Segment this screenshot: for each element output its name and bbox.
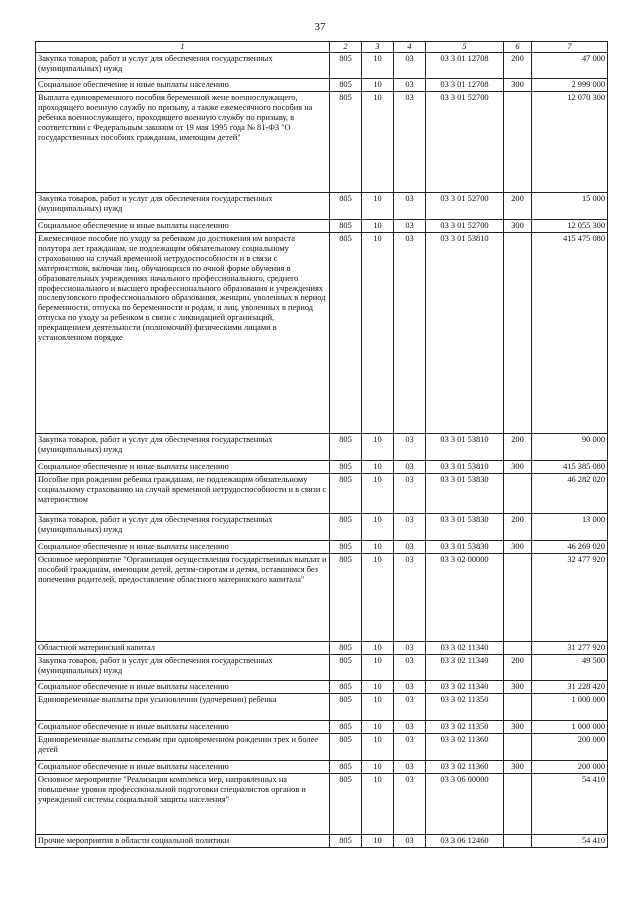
cell-section: 10 [362,694,394,721]
table-row [36,734,608,761]
cell-amount: 49 500 [532,655,608,681]
cell-admin-code: 805 [330,220,362,233]
cell-section: 10 [362,233,394,434]
cell-expense-type: 200 [504,53,532,79]
table-row [36,681,608,694]
cell-name: Социальное обеспечение и иные выплаты населению [36,461,330,474]
table-row [36,220,608,233]
table-row [36,434,608,461]
table-row [36,835,608,848]
cell-admin-code: 805 [330,734,362,761]
cell-target-article: 03 3 01 52700 [426,220,504,233]
cell-subsection: 03 [394,53,426,79]
cell-target-article: 03 3 02 11360 [426,734,504,761]
table-row [36,554,608,642]
cell-target-article: 03 3 02 11340 [426,642,504,655]
cell-amount: 31 277 920 [532,642,608,655]
cell-amount: 12 055 300 [532,220,608,233]
cell-admin-code: 805 [330,514,362,541]
cell-expense-type [504,642,532,655]
cell-name: Прочие мероприятия в области социальной политики [36,835,330,848]
cell-admin-code: 805 [330,694,362,721]
cell-name: Основное мероприятие "Реализация комплекса мер, направленных на повышение уровня профессиональной подготовки специалистов органов и учреждений системы социальной защиты населения" [36,774,330,835]
cell-subsection: 03 [394,434,426,461]
cell-section: 10 [362,554,394,642]
cell-admin-code: 805 [330,774,362,835]
cell-section: 10 [362,92,394,193]
header-row [36,42,608,53]
cell-target-article: 03 3 06 00000 [426,774,504,835]
cell-section: 10 [362,461,394,474]
cell-target-article: 03 3 02 11360 [426,761,504,774]
table-row [36,774,608,835]
cell-expense-type: 200 [504,655,532,681]
cell-subsection: 03 [394,541,426,554]
cell-section: 10 [362,474,394,514]
table-row [36,474,608,514]
cell-amount: 12 070 300 [532,92,608,193]
cell-admin-code: 805 [330,642,362,655]
cell-subsection: 03 [394,193,426,220]
cell-amount: 1 000 000 [532,694,608,721]
cell-subsection: 03 [394,461,426,474]
cell-amount: 200 000 [532,761,608,774]
cell-amount: 415 385 080 [532,461,608,474]
cell-expense-type [504,92,532,193]
cell-section: 10 [362,193,394,220]
table-body [36,53,608,848]
cell-expense-type: 300 [504,541,532,554]
table-row [36,694,608,721]
cell-expense-type: 300 [504,721,532,734]
cell-admin-code: 805 [330,835,362,848]
cell-amount: 90 000 [532,434,608,461]
cell-subsection: 03 [394,761,426,774]
cell-expense-type: 300 [504,79,532,92]
cell-amount: 2 999 000 [532,79,608,92]
cell-amount: 54 410 [532,835,608,848]
cell-amount: 47 000 [532,53,608,79]
cell-expense-type [504,694,532,721]
cell-admin-code: 805 [330,79,362,92]
cell-admin-code: 805 [330,474,362,514]
cell-subsection: 03 [394,220,426,233]
cell-admin-code: 805 [330,721,362,734]
cell-expense-type: 300 [504,761,532,774]
cell-name: Закупка товаров, работ и услуг для обеспечения государственных (муниципальных) нужд [36,655,330,681]
cell-section: 10 [362,721,394,734]
cell-subsection: 03 [394,734,426,761]
cell-name: Ежемесячное пособие по уходу за ребенком до достижения им возраста полутора лет гражданам, не подлежащим обязательному социальному страхованию на случай временной нетрудоспособности и в связи с материнством, включая лиц, обучающихся по очной форме обучения в образовательных учреждениях начального профессионального, среднего профессионального и высшего профессионального образования и учреждениях послевузовского профессионального образования, женщин, уволенных в период беременности, отпуска по беременности и родам, и лиц, уволенных в период отпуска по уходу за ребенком в связи с ликвидацией организаций, прекращением деятельности (полномочий) физическими лицами в установленном порядке [36,233,330,434]
cell-subsection: 03 [394,92,426,193]
cell-name: Областной материнский капитал [36,642,330,655]
cell-subsection: 03 [394,554,426,642]
cell-section: 10 [362,734,394,761]
cell-amount: 415 475 080 [532,233,608,434]
cell-section: 10 [362,53,394,79]
cell-name: Социальное обеспечение и иные выплаты населению [36,681,330,694]
cell-target-article: 03 3 01 53810 [426,434,504,461]
cell-amount: 31 228 420 [532,681,608,694]
header-col-amount: 7 [532,42,608,53]
cell-expense-type: 300 [504,461,532,474]
cell-name: Выплата единовременного пособия беременной жене военнослужащего, проходящего военную службу по призыву, а также ежемесячного пособия на ребенка военнослужащего, проходящего военную службу по призыву, в соответствии с Федеральным законом от 19 мая 1995 года № 81-ФЗ "О государственных пособиях гражданам, имеющим детей" [36,92,330,193]
cell-expense-type: 200 [504,434,532,461]
cell-amount: 32 477 920 [532,554,608,642]
cell-name: Пособие при рождении ребенка гражданам, не подлежащим обязательному социальному страхованию на случай временной нетрудоспособности и в связи с материнством [36,474,330,514]
header-col-name: 1 [36,42,330,53]
cell-target-article: 03 3 01 53810 [426,461,504,474]
header-col-subsection: 4 [394,42,426,53]
page-number: 37 [314,21,326,33]
cell-subsection: 03 [394,835,426,848]
cell-amount: 200 000 [532,734,608,761]
cell-section: 10 [362,774,394,835]
cell-name: Закупка товаров, работ и услуг для обеспечения государственных (муниципальных) нужд [36,514,330,541]
cell-name: Социальное обеспечение и иные выплаты населению [36,79,330,92]
cell-subsection: 03 [394,514,426,541]
cell-subsection: 03 [394,774,426,835]
cell-target-article: 03 3 01 53830 [426,474,504,514]
cell-target-article: 03 3 02 11350 [426,694,504,721]
cell-admin-code: 805 [330,655,362,681]
budget-table [35,41,608,848]
table-row [36,541,608,554]
cell-admin-code: 805 [330,434,362,461]
cell-subsection: 03 [394,721,426,734]
cell-target-article: 03 3 02 11350 [426,721,504,734]
cell-amount: 1 000 000 [532,721,608,734]
cell-section: 10 [362,220,394,233]
header-col-target-article: 5 [426,42,504,53]
cell-section: 10 [362,761,394,774]
header-col-section: 3 [362,42,394,53]
cell-name: Основное мероприятие "Организация осуществления государственных выплат и пособий гражданам, имеющим детей, детям-сиротам и детям, оставшимся без попечения родителей, предоставление областного материнского капитала" [36,554,330,642]
cell-expense-type: 200 [504,514,532,541]
cell-name: Закупка товаров, работ и услуг для обеспечения государственных (муниципальных) нужд [36,53,330,79]
cell-target-article: 03 3 01 53830 [426,541,504,554]
cell-subsection: 03 [394,681,426,694]
cell-section: 10 [362,642,394,655]
cell-admin-code: 805 [330,461,362,474]
cell-subsection: 03 [394,233,426,434]
cell-name: Закупка товаров, работ и услуг для обеспечения государственных (муниципальных) нужд [36,434,330,461]
cell-subsection: 03 [394,642,426,655]
cell-name: Социальное обеспечение и иные выплаты населению [36,541,330,554]
cell-amount: 46 282 020 [532,474,608,514]
cell-subsection: 03 [394,474,426,514]
table-row [36,461,608,474]
table-row [36,761,608,774]
cell-target-article: 03 3 01 53810 [426,233,504,434]
cell-expense-type [504,554,532,642]
cell-amount: 13 000 [532,514,608,541]
cell-expense-type: 300 [504,681,532,694]
cell-target-article: 03 3 01 12708 [426,53,504,79]
cell-admin-code: 805 [330,53,362,79]
cell-subsection: 03 [394,79,426,92]
cell-target-article: 03 3 02 11340 [426,681,504,694]
cell-section: 10 [362,541,394,554]
cell-subsection: 03 [394,694,426,721]
cell-name: Социальное обеспечение и иные выплаты населению [36,721,330,734]
table-row [36,92,608,193]
cell-admin-code: 805 [330,554,362,642]
cell-target-article: 03 3 01 52700 [426,92,504,193]
cell-name: Социальное обеспечение и иные выплаты населению [36,761,330,774]
table-row [36,642,608,655]
cell-amount: 46 269 020 [532,541,608,554]
cell-section: 10 [362,835,394,848]
cell-name: Единовременные выплаты семьям при одновременном рождении трех и более детей [36,734,330,761]
cell-target-article: 03 3 06 12460 [426,835,504,848]
cell-target-article: 03 3 01 12708 [426,79,504,92]
cell-admin-code: 805 [330,761,362,774]
cell-expense-type: 200 [504,193,532,220]
cell-target-article: 03 3 02 11340 [426,655,504,681]
cell-amount: 54 410 [532,774,608,835]
cell-expense-type [504,233,532,434]
table-row [36,53,608,79]
header-col-expense-type: 6 [504,42,532,53]
table-row [36,193,608,220]
cell-target-article: 03 3 02 00000 [426,554,504,642]
cell-expense-type: 300 [504,220,532,233]
cell-subsection: 03 [394,655,426,681]
cell-admin-code: 805 [330,193,362,220]
cell-expense-type [504,835,532,848]
cell-admin-code: 805 [330,233,362,434]
table-row [36,79,608,92]
cell-target-article: 03 3 01 52700 [426,193,504,220]
cell-admin-code: 805 [330,681,362,694]
cell-section: 10 [362,655,394,681]
cell-amount: 15 000 [532,193,608,220]
cell-expense-type [504,734,532,761]
cell-admin-code: 805 [330,541,362,554]
cell-section: 10 [362,514,394,541]
header-col-admin: 2 [330,42,362,53]
table-row [36,655,608,681]
cell-name: Закупка товаров, работ и услуг для обеспечения государственных (муниципальных) нужд [36,193,330,220]
cell-target-article: 03 3 01 53830 [426,514,504,541]
table-row [36,233,608,434]
table-row [36,514,608,541]
cell-section: 10 [362,79,394,92]
cell-name: Единовременные выплаты при усыновлении (удочерении) ребенка [36,694,330,721]
cell-name: Социальное обеспечение и иные выплаты населению [36,220,330,233]
cell-expense-type [504,474,532,514]
table-row [36,721,608,734]
cell-section: 10 [362,681,394,694]
cell-expense-type [504,774,532,835]
cell-admin-code: 805 [330,92,362,193]
cell-section: 10 [362,434,394,461]
